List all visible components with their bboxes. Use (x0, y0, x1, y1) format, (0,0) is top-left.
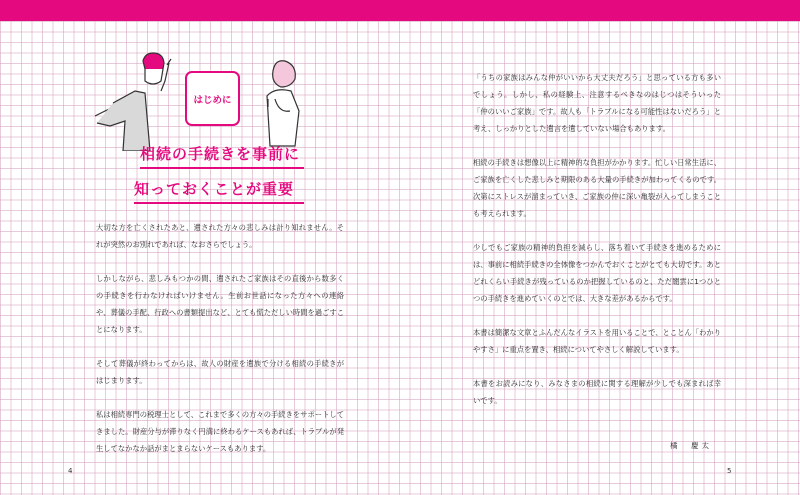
paragraph: そして葬儀が終わってからは、故人の財産を遺族で分ける相続の手続きがはじまります。 (96, 359, 344, 385)
title-line-1: 相続の手続きを事前に (140, 143, 304, 169)
paragraph: しかしながら、悲しみもつかの間、遺されたご家族はその直後から数多くの手続きを行わなければいけません。生前お世話になった方々への連絡や、葬儀の手配、行政への書類提出など、とても慌ただしい時間を過ごすことになります。 (96, 274, 344, 334)
paragraph: 本書は簡潔な文章とふんだんなイラストを用いることで、とことん「わかりやすさ」に重点を置き、相続についてやさしく解説しています。 (473, 328, 721, 354)
paragraph: 少しでもご家族の精神的負担を減らし、落ち着いて手続きを進めるためには、事前に相続手続きの全体像をつかんでおくことがとても大切です。あとどれくらい手続きが残っているのか把握しているのと、ただ闇雲に1つひとつの手続きを進めていくのとでは、大きな差があるからです。 (473, 243, 721, 303)
page-number-left: 4 (68, 467, 73, 475)
left-body-text (96, 219, 344, 474)
paragraph: 相続の手続きは想像以上に精神的な負担がかかります。忙しい日常生活に、ご家族を亡くした悲しみと期限のある大量の手続きが加わってくるのです。次第にストレスが溜まっていき、ご家族の仲に深い亀裂が入ってしまうことも考えられます。 (473, 158, 721, 218)
woman-figure (267, 61, 299, 146)
page-number-right: 5 (727, 467, 732, 475)
chapter-title (134, 143, 304, 213)
paragraph: 本書をお読みになり、みなさまの相続に関する理解が少しでも深まれば幸いです。 (473, 379, 721, 405)
author-signature: 橘 慶太 (670, 441, 712, 450)
intro-label: はじめに (185, 71, 240, 126)
left-page (0, 21, 400, 495)
title-line-2: 知っておくことが重要 (134, 178, 304, 204)
paragraph: 大切な方を亡くされたあと、遺された方々の悲しみは計り知れません。それが突然のお別れであれば、なおさらでしょう。 (96, 223, 344, 249)
man-figure (95, 53, 171, 151)
paragraph: 私は相続専門の税理士として、これまで多くの方々の手続きをサポートしてきました。財産分与が滞りなく円満に終わるケースもあれば、トラブルが発生してなかなか話がまとまらないケースもあります。 (96, 410, 344, 453)
top-accent-bar (0, 0, 800, 21)
right-page (400, 21, 800, 495)
right-body-text (473, 69, 721, 426)
paragraph: 「うちの家族はみんな仲がいいから大丈夫だろう」と思っている方も多いでしょう。しかし、私の経験上、注意するべきなのはじつはそういった「仲のいいご家族」です。故人も「トラブルになる可能性はないだろう」と考え、しっかりとした遺言を遺していない場合もあります。 (473, 73, 721, 133)
